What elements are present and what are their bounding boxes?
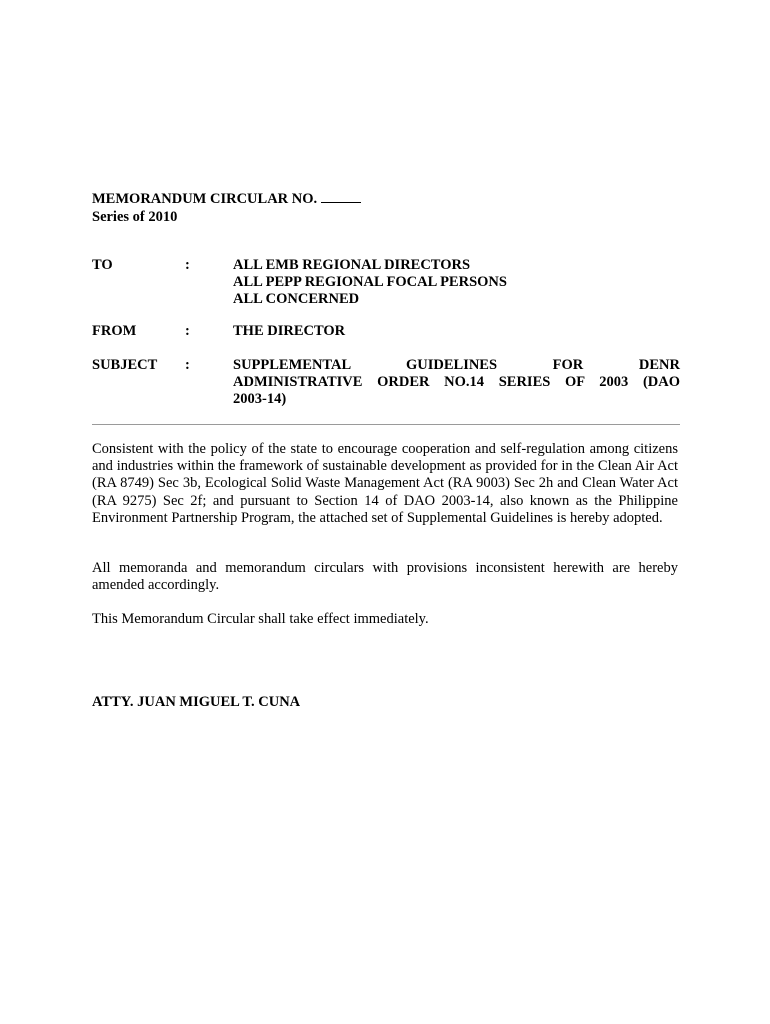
- circular-number-blank: [321, 189, 361, 203]
- subject-colon: :: [185, 357, 190, 373]
- subject-field: [92, 357, 680, 409]
- to-recipient-1: ALL EMB REGIONAL DIRECTORS: [233, 257, 471, 273]
- circular-number-line: [92, 189, 361, 208]
- body-paragraph-1: Consistent with the policy of the state to encourage cooperation and self-regulation among citizens and industries within the framework of sustainable development as provided for in the Clean Air Act (RA 8749) Sec 3b, Ecological Solid Waste Management Act (RA 9003) Sec 2h and Clean Water Act (RA 9275) Sec 2f; and pursuant to Section 14 of DAO 2003-14, also known as the Philippine Environment Partnership Program, the attached set of Supplemental Guidelines is hereby adopted.: [92, 441, 678, 526]
- to-recipients: [233, 257, 680, 308]
- to-colon: :: [185, 257, 190, 273]
- subject-line-3: 2003-14): [233, 391, 287, 407]
- to-label: TO: [92, 257, 113, 273]
- subject-value: [233, 357, 680, 408]
- series-line: Series of 2010: [92, 209, 178, 225]
- signatory-name: ATTY. JUAN MIGUEL T. CUNA: [92, 694, 301, 710]
- from-label: FROM: [92, 323, 137, 339]
- circular-number-label: MEMORANDUM CIRCULAR NO.: [92, 191, 318, 207]
- from-field: [92, 323, 680, 341]
- to-recipient-3: ALL CONCERNED: [233, 291, 360, 307]
- body-paragraph-3: This Memorandum Circular shall take effect immediately.: [92, 611, 429, 627]
- to-field: [92, 257, 680, 309]
- from-colon: :: [185, 323, 190, 339]
- body-paragraph-2: All memoranda and memorandum circulars with provisions inconsistent herewith are hereby amended accordingly.: [92, 560, 678, 594]
- subject-label: SUBJECT: [92, 357, 158, 373]
- header-divider: [92, 424, 680, 425]
- memo-heading: [92, 189, 361, 226]
- subject-line-2: ADMINISTRATIVE ORDER NO.14 SERIES OF 2003 (DAO: [233, 374, 680, 390]
- subject-line-1: SUPPLEMENTAL GUIDELINES FOR DENR: [233, 357, 680, 373]
- to-recipient-2: ALL PEPP REGIONAL FOCAL PERSONS: [233, 274, 507, 290]
- from-value: THE DIRECTOR: [233, 323, 346, 339]
